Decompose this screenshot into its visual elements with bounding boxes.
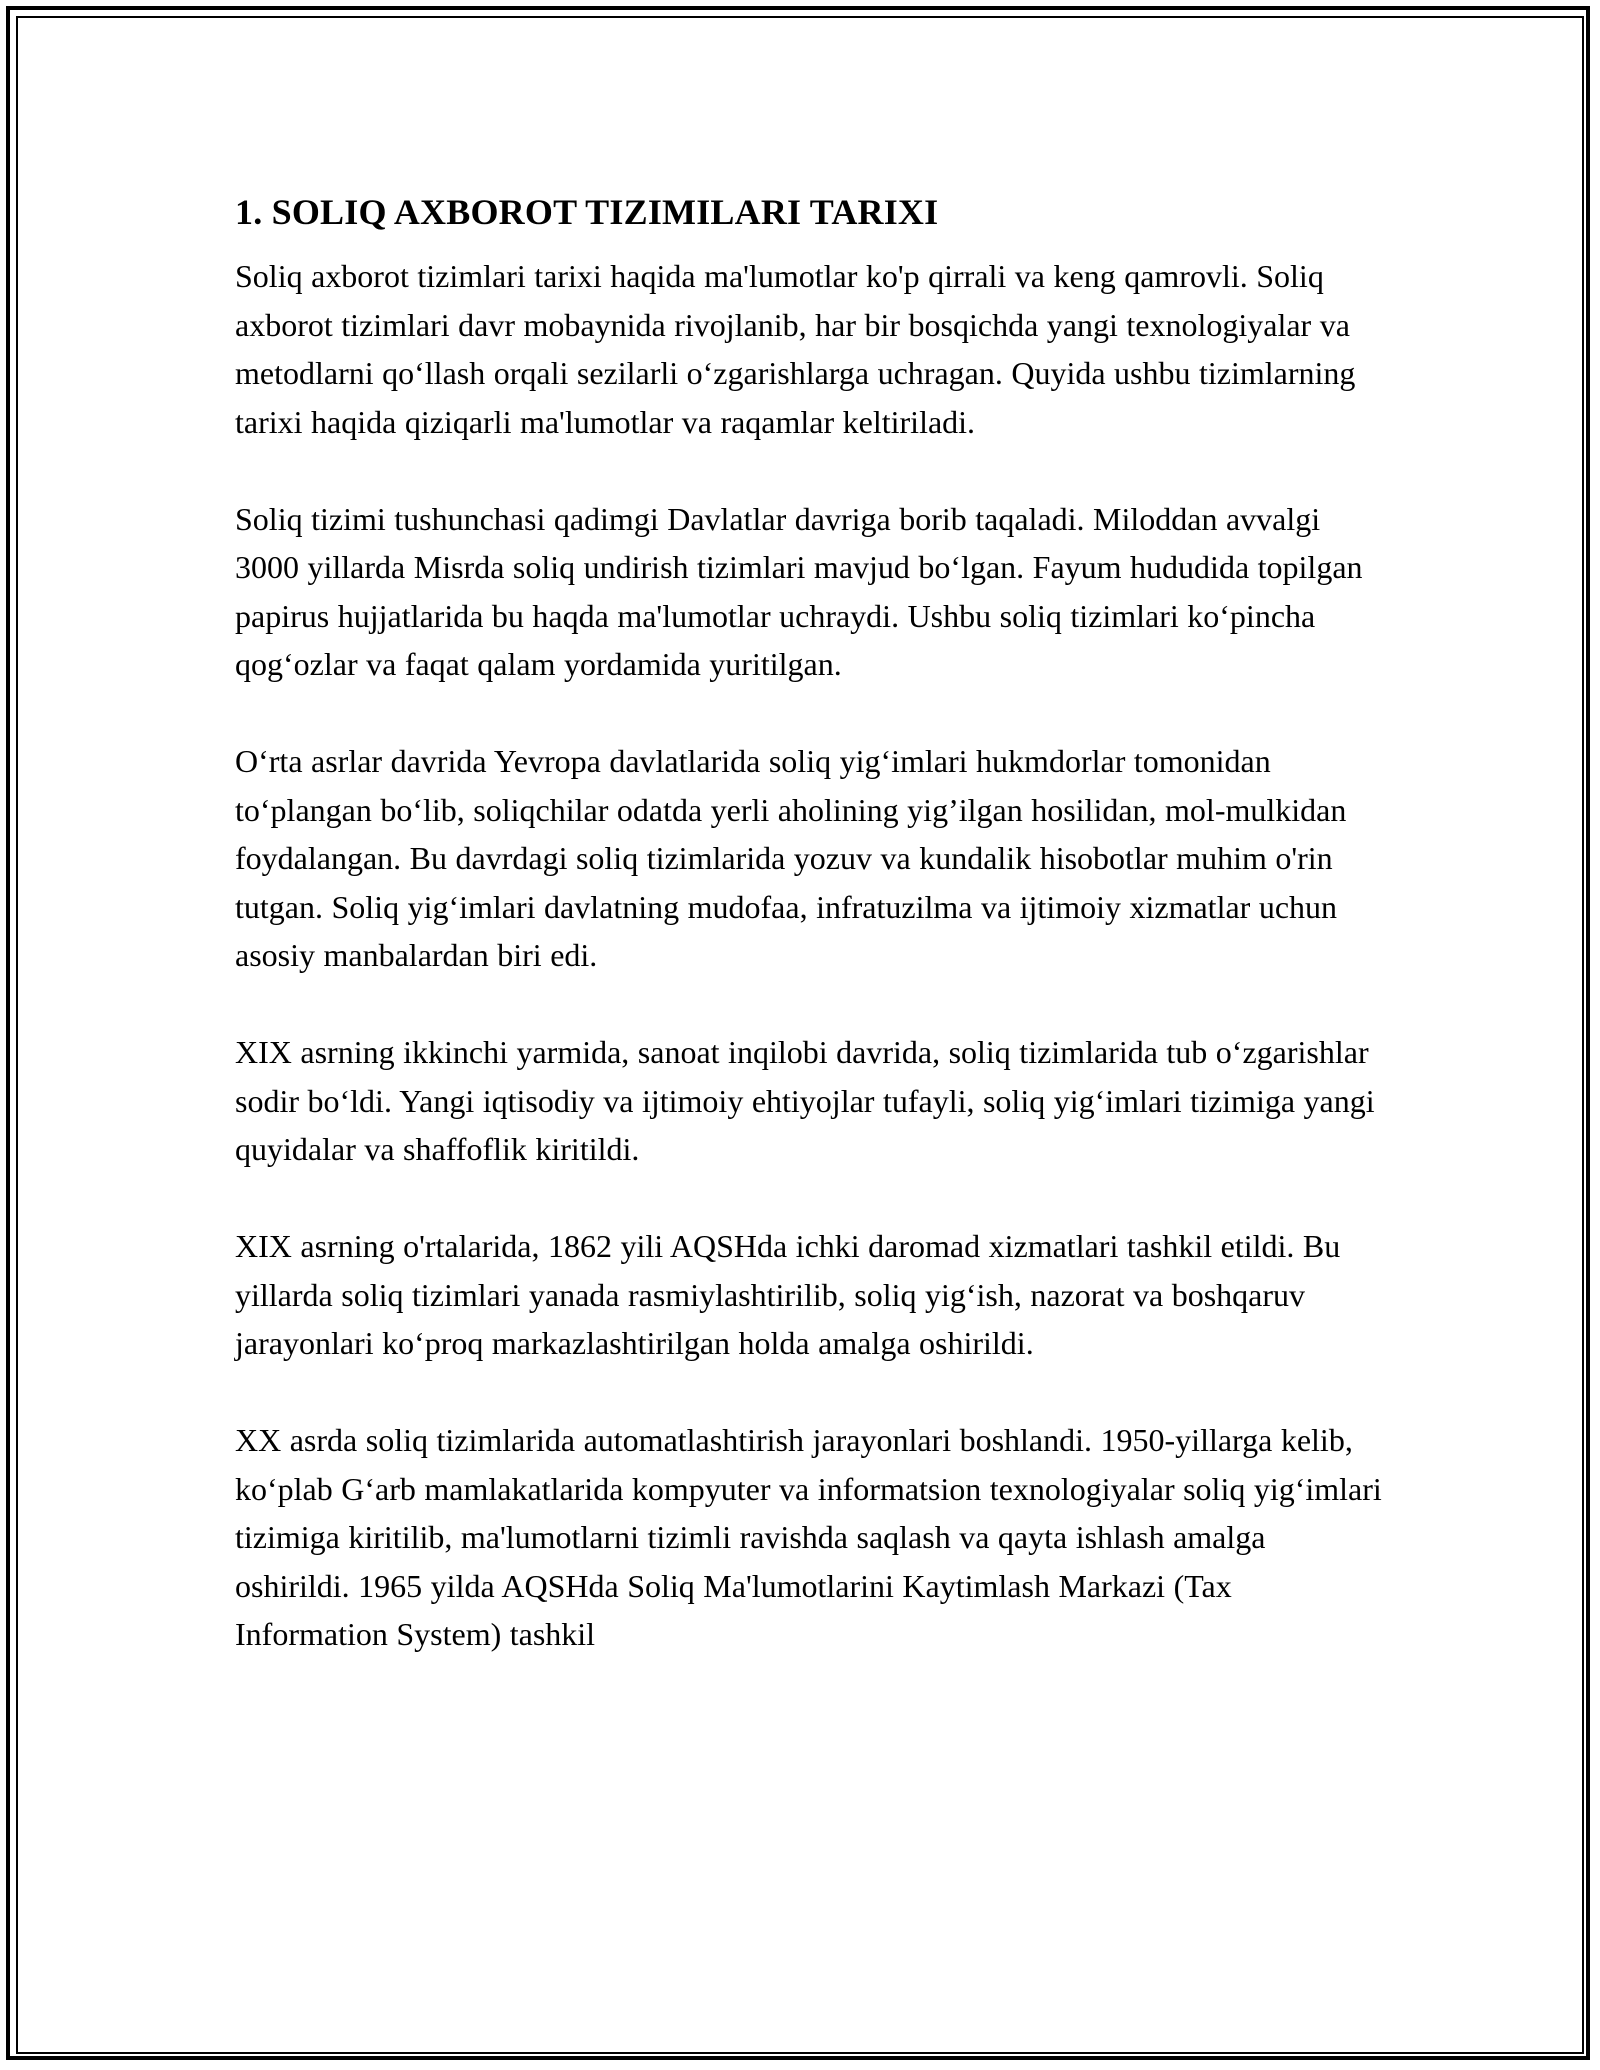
- paragraph-ancient: Soliq tizimi tushunchasi qadimgi Davlatlar davriga borib taqaladi. Miloddan avvalgi 3000 yillarda Misrda soliq undirish tizimlari mavjud bo‘lgan. Fayum hududida topilgan papirus hujjatlarida bu haqda ma'lumotlar uchraydi. Ushbu soliq tizimlari ko‘pincha qog‘ozlar va faqat qalam yordamida yuritilgan.: [235, 500, 1363, 682]
- paragraph-20th-century: XX asrda soliq tizimlarida automatlashtirish jarayonlari boshlandi. 1950-yillarga kelib, ko‘plab G‘arb mamlakatlarida kompyuter va informatsion texnologiyalar soliq yig‘imlari tizimiga kiritilib, ma'lumotlarni tizimli ravishda saqlash va qayta ishlash amalga oshirildi. 1965 yilda AQSHda Soliq Ma'lumotlarini Kaytimlash Markazi (Tax Information System) tashkil: [235, 1422, 1382, 1652]
- document-body: [235, 190, 1385, 1707]
- paragraph-1862-usa: XIX asrning o'rtalarida, 1862 yili AQSHda ichki daromad xizmatlari tashkil etildi. Bu yillarda soliq tizimlari yanada rasmiylashtirilib, soliq yig‘ish, nazorat va boshqaruv jarayonlari ko‘proq markazlashtirilgan holda amalga oshirildi.: [235, 1228, 1341, 1361]
- paragraph-intro: Soliq axborot tizimlari tarixi haqida ma'lumotlar ko'p qirrali va keng qamrovli. Soliq axborot tizimlari davr mobaynida rivojlanib, har bir bosqichda yangi texnologiyalar va metodlarni qo‘llash orqali sezilarli o‘zgarishlarga uchragan. Quyida ushbu tizimlarning tarixi haqida qiziqarli ma'lumotlar va raqamlar keltiriladi.: [235, 258, 1356, 440]
- paragraph-19th-century: XIX asrning ikkinchi yarmida, sanoat inqilobi davrida, soliq tizimlarida tub o‘zgarishlar sodir bo‘ldi. Yangi iqtisodiy va ijtimoiy ehtiyojlar tufayli, soliq yig‘imlari tizimiga yangi quyidalar va shaffoflik kiritildi.: [235, 1034, 1375, 1167]
- paragraph-middle-ages: O‘rta asrlar davrida Yevropa davlatlarida soliq yig‘imlari hukmdorlar tomonidan to‘plangan bo‘lib, soliqchilar odatda yerli aholining yig’ilgan hosilidan, mol-mulkidan foydalangan. Bu davrdagi soliq tizimlarida yozuv va kundalik hisobotlar muhim o'rin tutgan. Soliq yig‘imlari davlatning mudofaa, infratuzilma va ijtimoiy xizmatlar uchun asosiy manbalardan biri edi.: [235, 743, 1347, 973]
- section-heading: 1. SOLIQ AXBOROT TIZIMILARI TARIXI: [235, 192, 939, 232]
